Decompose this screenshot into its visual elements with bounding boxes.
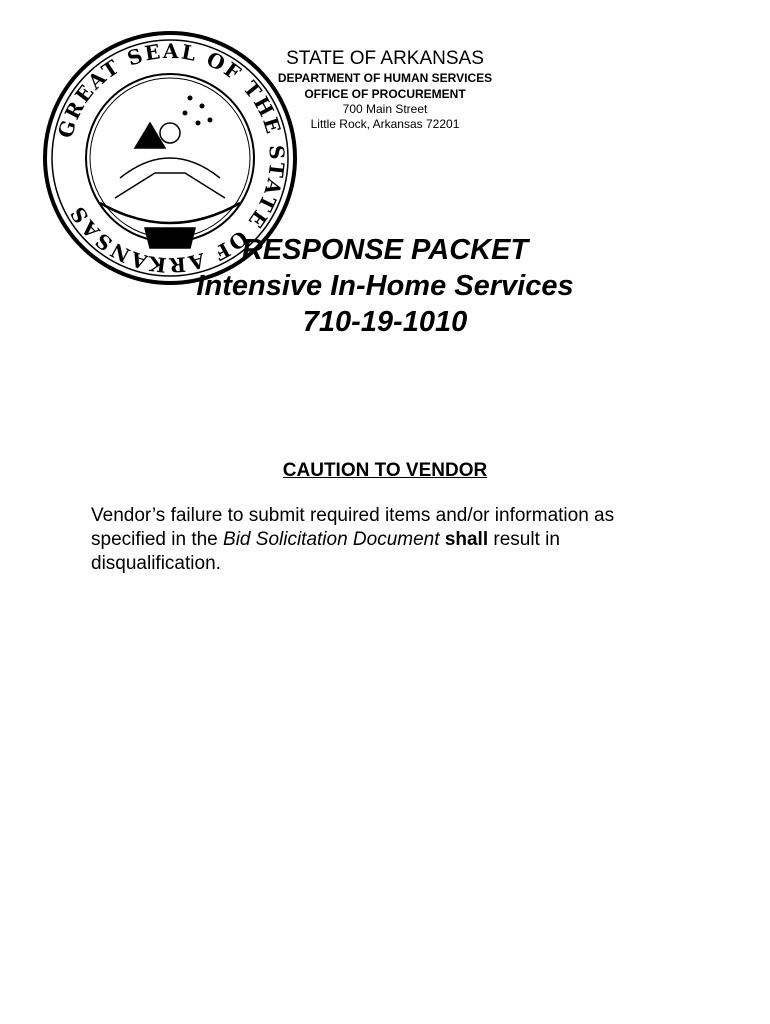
caution-shall: shall xyxy=(444,529,489,550)
letterhead xyxy=(170,48,600,132)
department-name: DEPARTMENT OF HUMAN SERVICES xyxy=(277,71,493,85)
office-name: OFFICE OF PROCUREMENT xyxy=(304,87,466,101)
caution-heading: CAUTION TO VENDOR xyxy=(282,460,488,481)
state-seal-logo xyxy=(40,28,290,278)
title-line-1: RESPONSE PACKET xyxy=(241,234,529,266)
title-line-3: 710-19-1010 xyxy=(302,306,468,338)
city-address: Little Rock, Arkansas 72201 xyxy=(310,117,460,131)
caution-body xyxy=(91,504,691,576)
caution-text-part2: result in disqualification. xyxy=(91,529,560,574)
svg-text:GREAT SEAL OF THE STATE OF ARK: GREAT SEAL OF THE STATE OF ARKANSAS xyxy=(53,38,290,278)
street-address: 700 Main Street xyxy=(342,102,428,116)
caution-doc-name: Bid Solicitation Document xyxy=(223,529,440,550)
document-title xyxy=(0,232,770,340)
state-name: STATE OF ARKANSAS xyxy=(286,48,484,69)
title-line-2: Intensive In-Home Services xyxy=(196,270,574,302)
caution-text-part1: Vendor’s failure to submit required items and/or information as specified in the xyxy=(91,505,615,550)
